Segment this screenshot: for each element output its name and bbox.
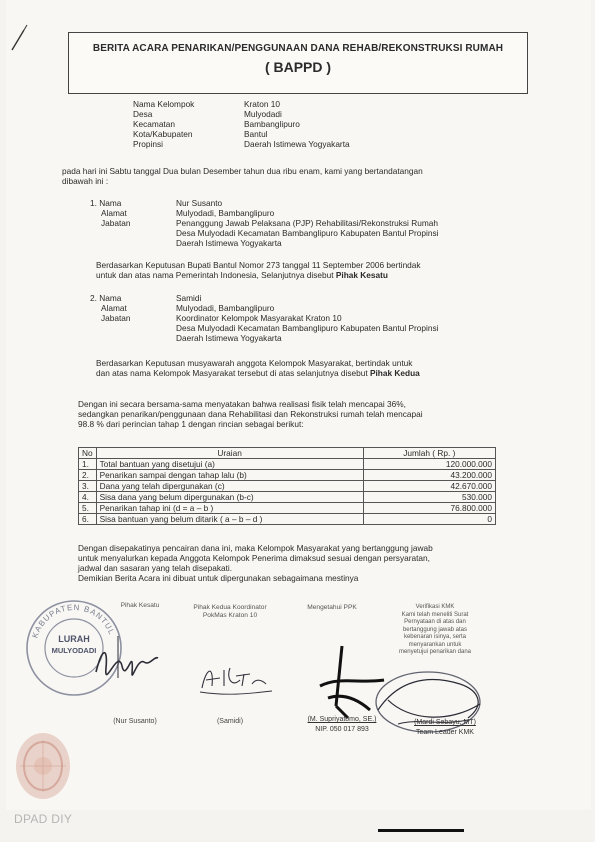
sig-kmk-role: Team Leader KMK	[416, 729, 474, 736]
party2-name: Samidi	[176, 293, 202, 303]
party2-position-line-2: Desa Mulyodadi Kecamatan Bambanglipuro Kabupaten Bantul Propinsi	[176, 323, 439, 333]
row-description: Penarikan sampai dengan tahap lalu (b)	[96, 470, 363, 481]
row-amount: 120.000.000	[363, 459, 495, 470]
pen-stroke-mark	[10, 22, 40, 52]
signature-party2	[196, 658, 276, 698]
party1-position-line-2: Desa Mulyodadi Kecamatan Bambanglipuro Kabupaten Bantul Propinsi	[176, 228, 439, 238]
table-row	[79, 459, 496, 470]
signature-party1	[88, 628, 168, 688]
closing-line-2: untuk menyalurkan kepada Anggota Kelompok Penerima dimaksud sesuai dengan persyaratan,	[78, 553, 430, 563]
row-description: Dana yang telah dipergunakan (c)	[96, 481, 363, 492]
row-number: 6.	[79, 514, 97, 525]
sig-party2-title-line-2: PokMas Kraton 10	[202, 612, 258, 619]
document-subtitle: ( BAPPD )	[264, 59, 332, 75]
party2-designation: Pihak Kedua	[369, 368, 420, 378]
sig-kmk-title-line-5: kebenaran isinya, serta	[403, 634, 467, 640]
row-number: 4.	[79, 492, 97, 503]
sig-kmk-title-line-2: Kami telah meneliti Surat	[401, 611, 469, 618]
row-description: Total bantuan yang disetujui (a)	[96, 459, 363, 470]
sig-ppk-title: Mengetahui PPK	[307, 604, 357, 611]
row-number: 3.	[79, 481, 97, 492]
location-label-group: Nama Kelompok	[133, 99, 195, 109]
location-value-district: Bambanglipuro	[244, 119, 300, 129]
stamp-center-line-1: LURAH	[58, 634, 90, 644]
party1-name: Nur Susanto	[176, 198, 223, 208]
location-label-district: Kecamatan	[133, 119, 175, 129]
sig-kmk-title-line-6: menyarankan untuk	[408, 641, 462, 648]
row-number: 2.	[79, 470, 97, 481]
sig-party1-name: (Nur Susanto)	[113, 718, 157, 725]
location-label-village: Desa	[133, 109, 153, 119]
table-row	[79, 503, 496, 514]
table-row	[79, 514, 496, 525]
party1-position-line-1: Penanggung Jawab Pelaksana (PJP) Rehabilitasi/Rekonstruksi Rumah	[176, 218, 438, 228]
party1-name-label: 1. Nama	[90, 198, 122, 208]
sig-kmk-title-line-1: Verifikasi KMK	[415, 604, 455, 610]
party1-address-label: Alamat	[101, 208, 127, 218]
table-row	[79, 470, 496, 481]
table-header-no: No	[79, 448, 97, 459]
closing-line-3: jadwal dan sasaran yang telah disepakati.	[78, 563, 233, 573]
party1-address: Mulyodadi, Bambanglipuro	[176, 208, 275, 218]
party2-name-label: 2. Nama	[90, 293, 122, 303]
party2-basis-line-1: Berdasarkan Keputusan musyawarah anggota Kelompok Masyarakat, bertindak untuk	[96, 358, 413, 368]
row-amount: 0	[363, 514, 495, 525]
table-header-row	[79, 448, 496, 459]
party2-address-label: Alamat	[101, 303, 127, 313]
statement-line-1: Dengan ini secara bersama-sama menyatakan bahwa realisasi fisik telah mencapai 36%,	[78, 399, 406, 409]
party2-position-line-1: Koordinator Kelompok Masyarakat Kraton 10	[176, 313, 342, 323]
sig-party2-title-line-1: Pihak Kedua Koordinator	[193, 604, 267, 611]
watermark-text: DPAD DIY	[14, 812, 73, 826]
location-value-group: Kraton 10	[244, 99, 280, 109]
intro-line-1: pada hari ini Sabtu tanggal Dua bulan Desember tahun dua ribu enam, kami yang bertandatangan	[62, 166, 423, 176]
sig-ppk-nip: NIP. 050 017 893	[315, 726, 369, 733]
party1-position-line-3: Daerah Istimewa Yogyakarta	[176, 238, 282, 248]
location-value-regency: Bantul	[244, 129, 268, 139]
closing-line-4: Demikian Berita Acara ini dibuat untuk dipergunakan sebagaimana mestinya	[78, 573, 359, 583]
document-title: BERITA ACARA PENARIKAN/PENGGUNAAN DANA REHAB/REKONSTRUKSI RUMAH	[92, 43, 504, 54]
sig-kmk-title-line-7: menyetujui penarikan dana	[398, 649, 472, 655]
row-number: 5.	[79, 503, 97, 514]
sig-ppk-name: (M. Supriyatomo, SE.)	[307, 716, 377, 723]
party1-basis-text: untuk dan atas nama Pemerintah Indonesia, Selanjutnya disebut	[96, 270, 334, 280]
statement-line-2: sedangkan penarikan/penggunaan dana Rehabilitasi dan Rekonstruksi rumah telah mencapai	[78, 409, 423, 419]
party2-address: Mulyodadi, Bambanglipuro	[176, 303, 275, 313]
table-row	[79, 492, 496, 503]
funds-table	[78, 447, 496, 525]
party2-position-label: Jabatan	[101, 313, 131, 323]
sig-kmk-title-block	[383, 604, 487, 657]
party1-designation: Pihak Kesatu	[335, 270, 388, 280]
row-amount: 43.200.000	[363, 470, 495, 481]
party2-basis-text: dan atas nama Kelompok Masyarakat tersebut di atas selanjutnya disebut	[96, 368, 368, 378]
row-amount: 42.670.000	[363, 481, 495, 492]
row-description: Penarikan tahap ini (d = a – b )	[96, 503, 363, 514]
footer-bar	[378, 829, 464, 832]
row-description: Sisa bantuan yang belum ditarik ( a – b – d )	[96, 514, 363, 525]
location-value-province: Daerah Istimewa Yogyakarta	[244, 139, 350, 149]
row-amount: 530.000	[363, 492, 495, 503]
location-value-village: Mulyodadi	[244, 109, 282, 119]
location-label-province: Propinsi	[133, 139, 163, 149]
sig-kmk-name: (Mardi Sebayu, MT)	[414, 719, 476, 726]
table-header-description: Uraian	[96, 448, 363, 459]
row-description: Sisa dana yang belum dipergunakan (b-c)	[96, 492, 363, 503]
statement-line-3: 98.8 % dari perincian tahap 1 dengan rincian sebagai berikut:	[78, 419, 304, 429]
location-label-regency: Kota/Kabupaten	[133, 129, 193, 139]
row-number: 1.	[79, 459, 97, 470]
party2-position-line-3: Daerah Istimewa Yogyakarta	[176, 333, 282, 343]
sig-party2-name: (Samidi)	[216, 718, 244, 725]
sig-kmk-title-line-4: bertanggung jawab atas	[402, 626, 468, 633]
party1-basis-line-2	[96, 270, 388, 280]
table-row	[79, 481, 496, 492]
row-amount: 76.800.000	[363, 503, 495, 514]
sig-party2-title-block	[180, 604, 280, 620]
party2-basis-line-2	[96, 368, 420, 378]
sig-kmk-title-line-3: Pernyataan di atas dan	[404, 619, 466, 625]
stamp-arc-text: KABUPATEN BANTUL	[30, 602, 117, 640]
sig-party1-title: Pihak Kesatu	[120, 602, 160, 609]
archive-emblem-icon	[12, 728, 74, 804]
closing-line-1: Dengan disepakatinya pencairan dana ini, maka Kelompok Masyarakat yang bertanggung jawab	[78, 543, 433, 553]
table-header-amount: Jumlah ( Rp. )	[363, 448, 495, 459]
party1-position-label: Jabatan	[101, 218, 131, 228]
party1-basis-line-1: Berdasarkan Keputusan Bupati Bantul Nomor 273 tanggal 11 September 2006 bertindak	[96, 260, 421, 270]
intro-line-2: dibawah ini :	[62, 176, 109, 186]
stamp-center-line-2: MULYODADI	[51, 646, 97, 655]
title-box	[68, 32, 528, 94]
